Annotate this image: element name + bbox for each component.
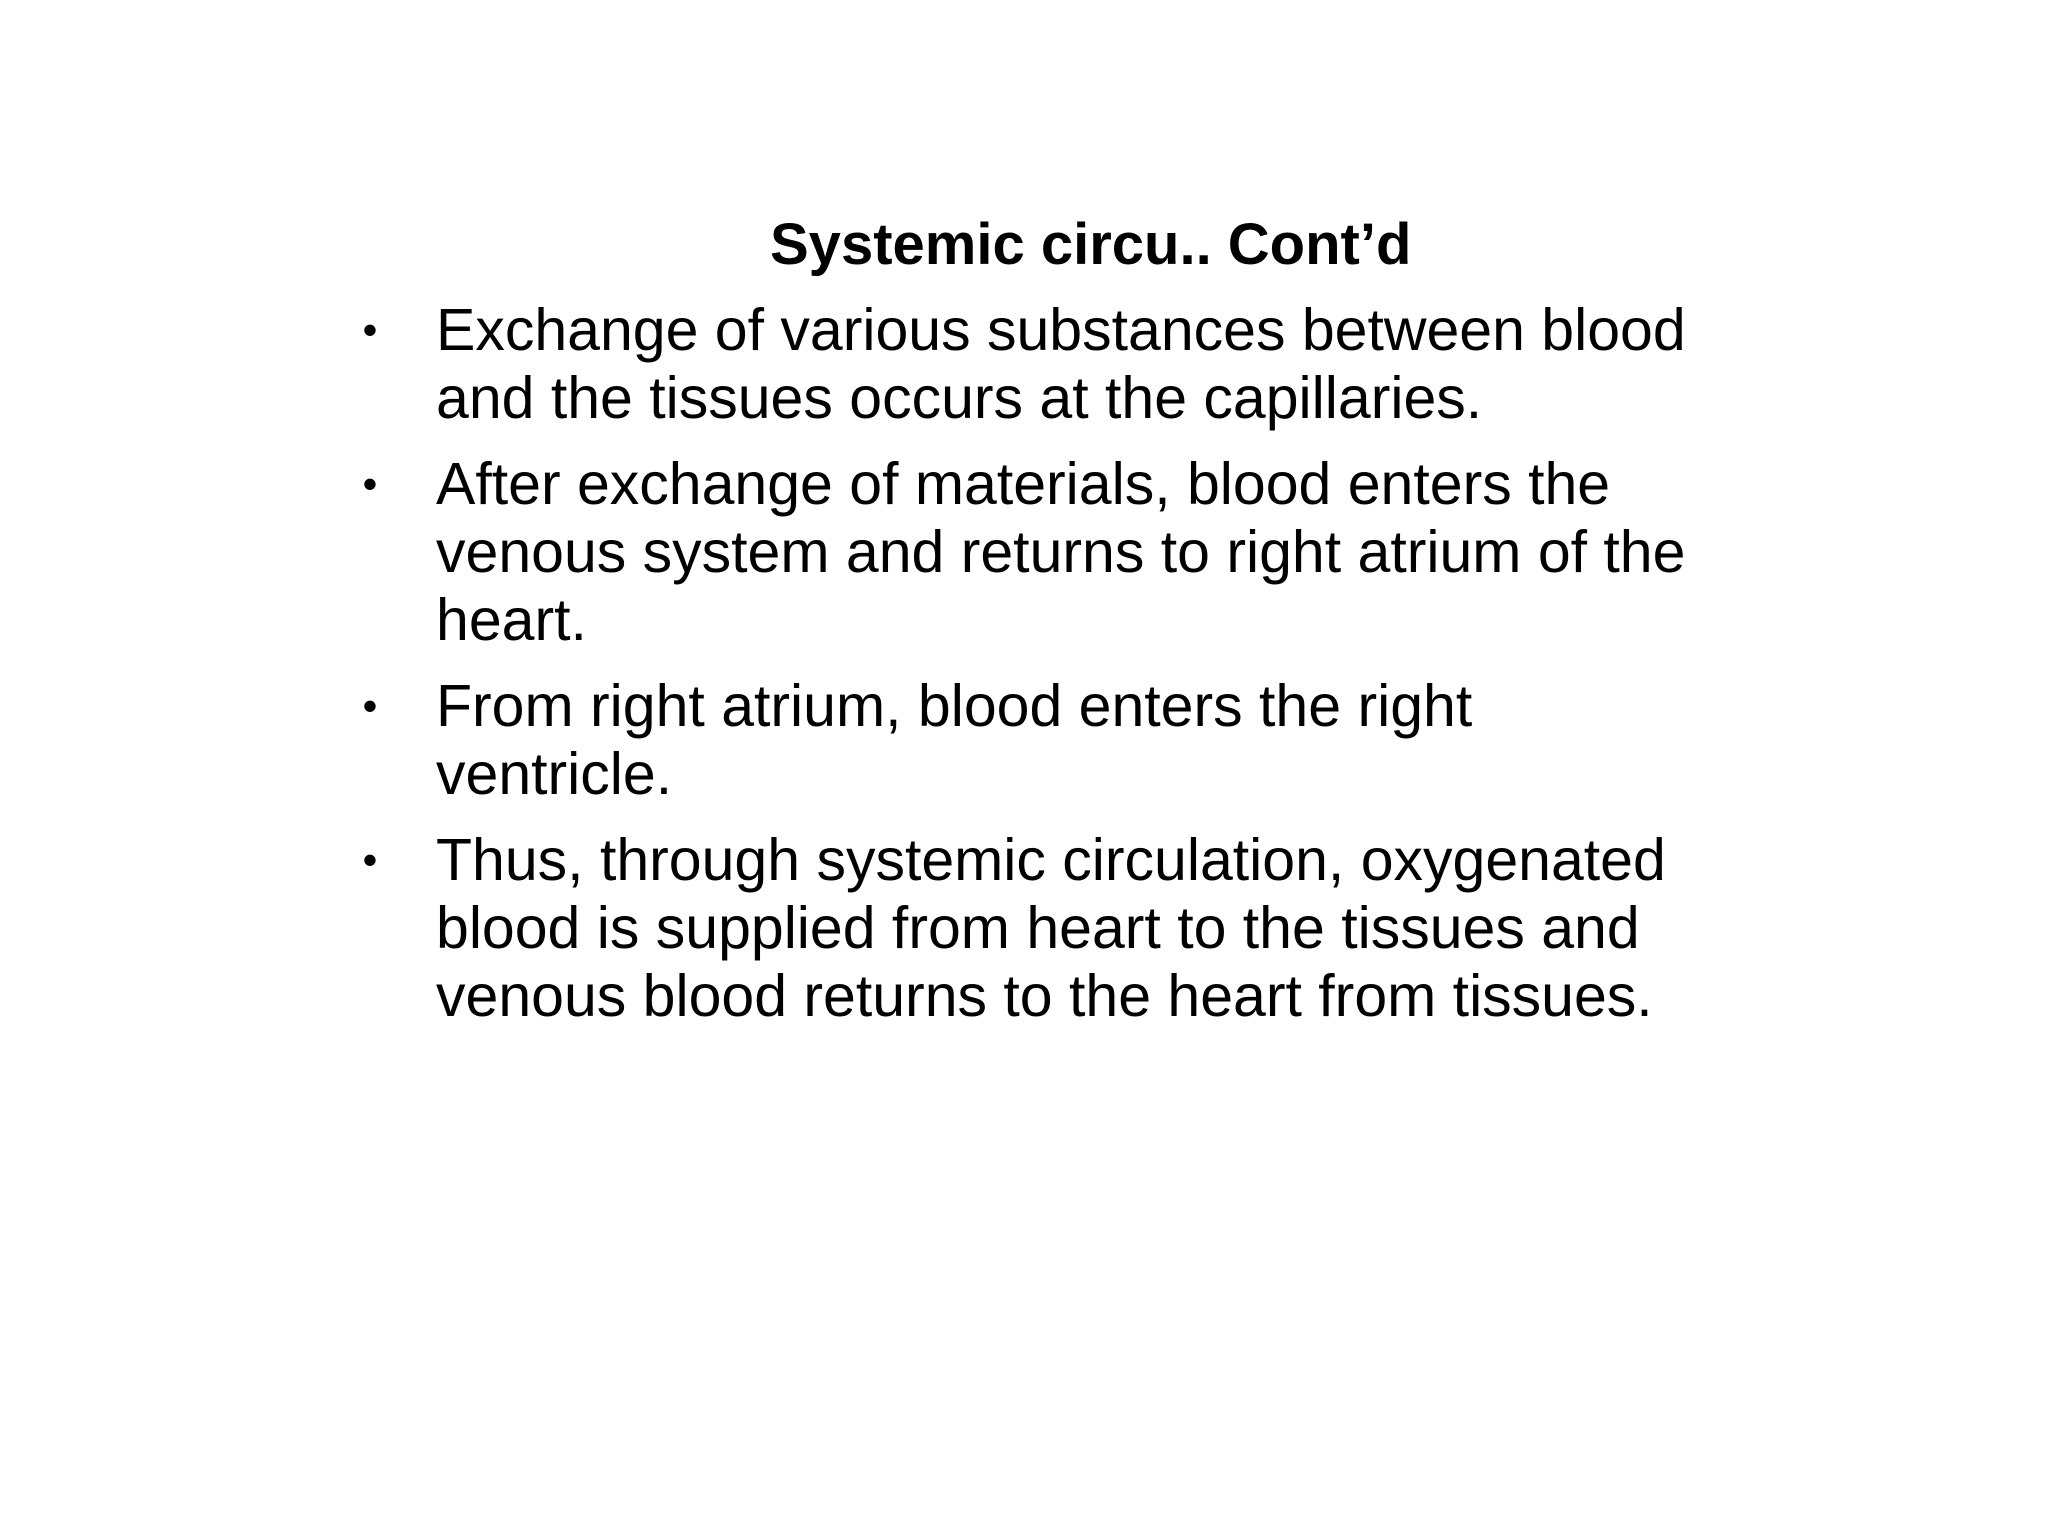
bullet-icon: • [362, 682, 378, 729]
bullet-item [350, 450, 1720, 654]
bullet-item [350, 826, 1720, 1030]
bullet-text: Exchange of various substances between blood and the tissues occurs at the capillaries. [436, 297, 1686, 431]
bullet-list [350, 296, 1720, 1048]
bullet-item [350, 296, 1720, 432]
bullet-text: From right atrium, blood enters the right ventricle. [436, 673, 1473, 807]
bullet-text: Thus, through systemic circulation, oxygenated blood is supplied from heart to the tissues and venous blood returns to the heart from tissues. [436, 827, 1666, 1029]
bullet-item [350, 672, 1720, 808]
bullet-icon: • [362, 460, 378, 507]
bullet-text: After exchange of materials, blood enters the venous system and returns to right atrium of the heart. [436, 451, 1686, 653]
bullet-icon: • [362, 836, 378, 883]
bullet-icon: • [362, 306, 378, 353]
slide-title: Systemic circu.. Cont’d [770, 212, 1412, 277]
